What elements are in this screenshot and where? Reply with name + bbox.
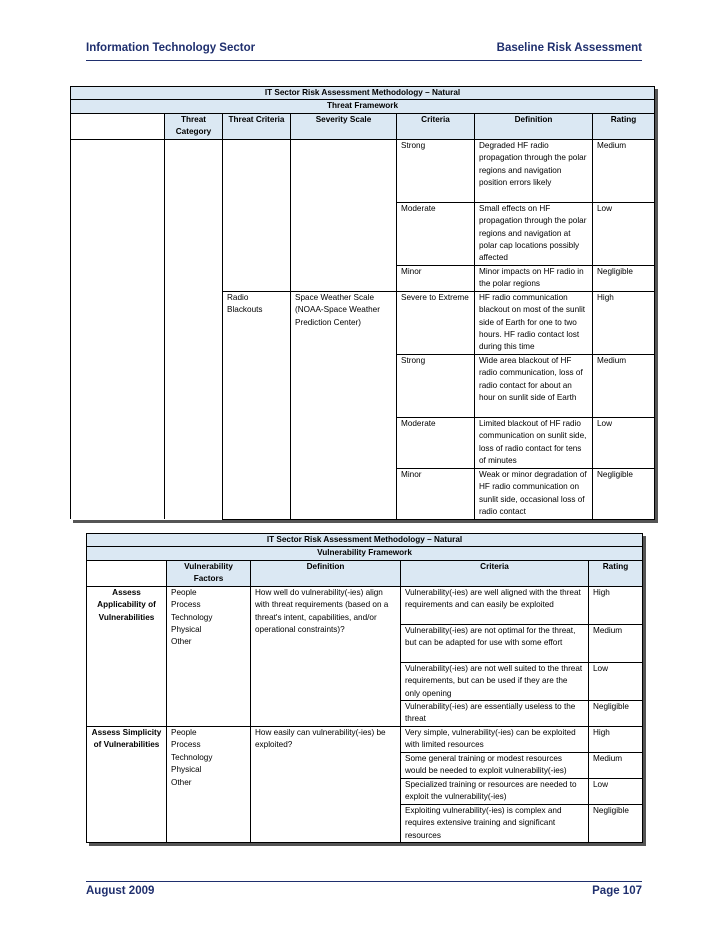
criteria-cell: Exploiting vulnerability(-ies) is complex and requires extensive training and significant resources bbox=[401, 805, 589, 843]
table-row bbox=[87, 727, 643, 753]
definition-cell: How easily can vulnerability(-ies) be exploited? bbox=[251, 727, 401, 843]
rating-cell: Negligible bbox=[589, 805, 643, 843]
rating-cell: High bbox=[589, 586, 643, 624]
criteria-cell: Vulnerability(-ies) are well aligned with the threat requirements and can easily be exploited bbox=[401, 586, 589, 624]
criteria-cell: Specialized training or resources are needed to exploit the vulnerability(-ies) bbox=[401, 779, 589, 805]
page-number: Page 107 bbox=[592, 885, 642, 897]
col-severity-scale: Severity Scale bbox=[291, 113, 397, 139]
rating-cell: Medium bbox=[593, 354, 655, 417]
severity-scale-cell: Space Weather Scale (NOAA-Space Weather Prediction Center) bbox=[291, 291, 397, 519]
rating-cell: Low bbox=[589, 779, 643, 805]
group-label: Assess Simplicity of Vulnerabilities bbox=[87, 727, 167, 843]
rating-cell: High bbox=[589, 727, 643, 753]
definition-cell: How well do vulnerability(-ies) align with threat requirements (based on a threat's intent, capabilities, and/or operational constraints)? bbox=[251, 586, 401, 726]
col-rating: Rating bbox=[589, 560, 643, 586]
col-vulnerability-factors: Vulnerability Factors bbox=[167, 560, 251, 586]
rating-cell: Negligible bbox=[589, 701, 643, 727]
criteria-cell: Some general training or modest resources would be needed to exploit vulnerability(-ies) bbox=[401, 753, 589, 779]
table-row bbox=[71, 139, 655, 202]
rating-cell: Negligible bbox=[593, 265, 655, 291]
definition-cell: Wide area blackout of HF radio communication, loss of radio contact for about an hour on sunlit side of Earth bbox=[475, 354, 593, 417]
criteria-cell: Vulnerability(-ies) are essentially useless to the threat bbox=[401, 701, 589, 727]
col-criteria: Criteria bbox=[397, 113, 475, 139]
header-rule bbox=[86, 60, 642, 61]
vuln-column-headers bbox=[87, 560, 643, 586]
vulnerability-framework-table bbox=[86, 533, 643, 843]
header-right: Baseline Risk Assessment bbox=[496, 42, 642, 54]
table-row bbox=[87, 586, 643, 624]
definition-cell: Degraded HF radio propagation through the polar regions and navigation position errors likely bbox=[475, 139, 593, 202]
col-threat-category: Threat Category bbox=[165, 113, 223, 139]
definition-cell: Limited blackout of HF radio communication on sunlit side, loss of radio contact for tens of minutes bbox=[475, 417, 593, 468]
vuln-title: IT Sector Risk Assessment Methodology – Natural bbox=[87, 534, 643, 547]
footer-date: August 2009 bbox=[86, 885, 155, 897]
col-threat-criteria: Threat Criteria bbox=[223, 113, 291, 139]
threat-framework-table bbox=[70, 86, 655, 520]
vuln-subtitle: Vulnerability Framework bbox=[87, 547, 643, 560]
blank-header bbox=[71, 113, 165, 139]
threat-subtitle: Threat Framework bbox=[71, 100, 655, 113]
col-definition: Definition bbox=[475, 113, 593, 139]
factors-cell: People Process Technology Physical Other bbox=[167, 586, 251, 726]
blank-header bbox=[87, 560, 167, 586]
criteria-cell: Minor bbox=[397, 468, 475, 519]
criteria-cell: Vulnerability(-ies) are not well suited to the threat requirements, but can be used if they are the only opening bbox=[401, 662, 589, 700]
criteria-cell: Strong bbox=[397, 139, 475, 202]
header-left: Information Technology Sector bbox=[86, 42, 256, 54]
table-row bbox=[71, 291, 655, 354]
col-rating: Rating bbox=[593, 113, 655, 139]
threat-column-headers bbox=[71, 113, 655, 139]
col-definition: Definition bbox=[251, 560, 401, 586]
rating-cell: Medium bbox=[593, 139, 655, 202]
col-criteria: Criteria bbox=[401, 560, 589, 586]
rating-cell: Low bbox=[593, 417, 655, 468]
rating-cell: Low bbox=[589, 662, 643, 700]
rating-cell: Medium bbox=[589, 624, 643, 662]
criteria-cell: Very simple, vulnerability(-ies) can be exploited with limited resources bbox=[401, 727, 589, 753]
footer-rule bbox=[86, 881, 642, 882]
rating-cell: Medium bbox=[589, 753, 643, 779]
rating-cell: High bbox=[593, 291, 655, 354]
page-footer bbox=[86, 885, 642, 901]
criteria-cell: Vulnerability(-ies) are not optimal for the threat, but can be adapted for use with some effort bbox=[401, 624, 589, 662]
threat-title: IT Sector Risk Assessment Methodology – Natural bbox=[71, 87, 655, 100]
criteria-cell: Moderate bbox=[397, 417, 475, 468]
criteria-cell: Moderate bbox=[397, 202, 475, 265]
definition-cell: HF radio communication blackout on most of the sunlit side of Earth for one to two hours. HF radio contact lost during this time bbox=[475, 291, 593, 354]
criteria-cell: Severe to Extreme bbox=[397, 291, 475, 354]
group-label: Assess Applicability of Vulnerabilities bbox=[87, 586, 167, 726]
definition-cell: Small effects on HF propagation through the polar regions and navigation at polar cap locations possibly affected bbox=[475, 202, 593, 265]
factors-cell: People Process Technology Physical Other bbox=[167, 727, 251, 843]
rating-cell: Negligible bbox=[593, 468, 655, 519]
definition-cell: Minor impacts on HF radio in the polar regions bbox=[475, 265, 593, 291]
threat-criteria-cell: Radio Blackouts bbox=[223, 291, 291, 519]
page-header bbox=[86, 42, 642, 58]
rating-cell: Low bbox=[593, 202, 655, 265]
criteria-cell: Minor bbox=[397, 265, 475, 291]
definition-cell: Weak or minor degradation of HF radio communication on sunlit side, occasional loss of radio contact bbox=[475, 468, 593, 519]
criteria-cell: Strong bbox=[397, 354, 475, 417]
